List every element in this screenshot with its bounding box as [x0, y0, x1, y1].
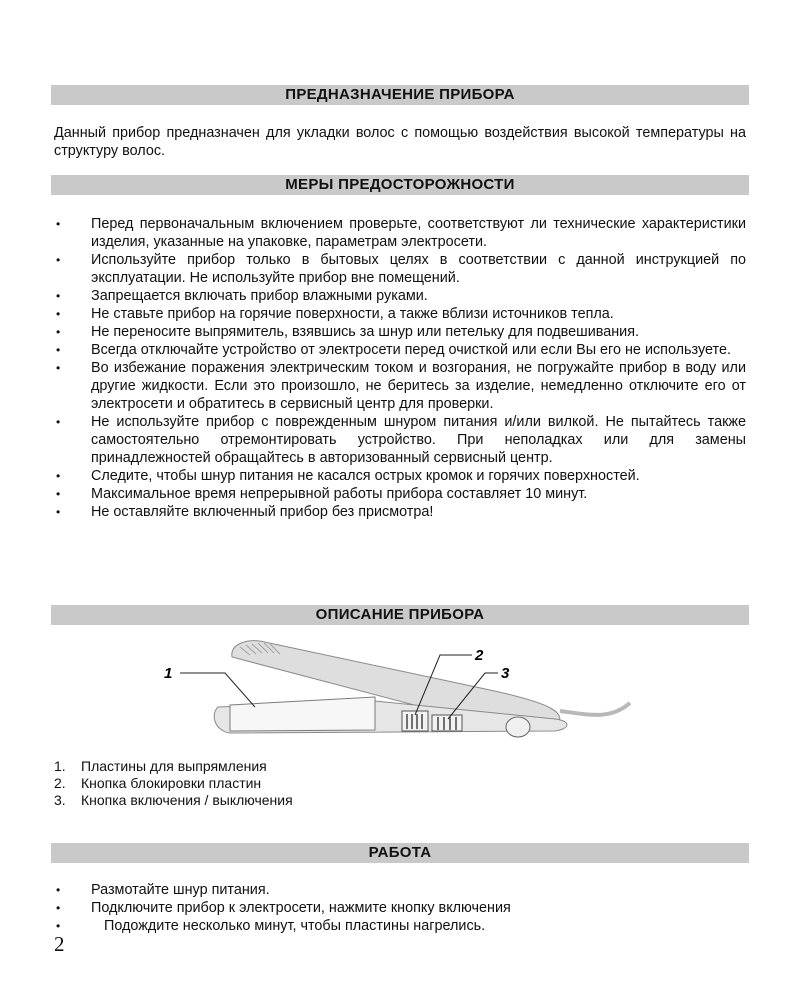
list-item: • Всегда отключайте устройство от электросети перед очисткой или если Вы его не используете. [54, 341, 746, 359]
callout-2: 2 [475, 647, 484, 664]
hair-straightener-illustration [160, 635, 640, 750]
callout-3: 3 [501, 665, 510, 682]
list-item [54, 758, 293, 775]
list-label: Кнопка блокировки пластин [81, 775, 262, 791]
list-item: • Используйте прибор только в бытовых целях в соответствии с данной инструкцией по эксплуатации. Не используйте прибор вне помещений. [54, 251, 746, 287]
operation-list [54, 881, 746, 935]
callout-1: 1 [164, 665, 173, 682]
list-item: • Размотайте шнур питания. [54, 881, 746, 899]
list-item: • Во избежание поражения электрическим током и возгорания, не погружайте прибор в воду или другие жидкости. Если это произошло, не беритесь за изделие, немедленно отключите его от электросети и обратитесь в сервисный центр для проверки. [54, 359, 746, 413]
list-item [54, 775, 293, 792]
list-item: • Запрещается включать прибор влажными руками. [54, 287, 746, 305]
list-item: • Перед первоначальным включением проверьте, соответствуют ли технические характеристики изделия, указанные на упаковке, параметрам электросети. [54, 215, 746, 251]
list-item: • Не переносите выпрямитель, взявшись за шнур или петельку для подвешивания. [54, 323, 746, 341]
list-label: Кнопка включения / выключения [81, 792, 293, 808]
list-item: • Не используйте прибор с поврежденным шнуром питания и/или вилкой. Не пытайтесь также самостоятельно отремонтировать устройство. При неполадках или для замены принадлежностей обращайтесь в авторизованный сервисный центр. [54, 413, 746, 467]
list-label: Пластины для выпрямления [81, 758, 267, 774]
section-title-purpose: ПРЕДНАЗНАЧЕНИЕ ПРИБОРА [51, 85, 749, 105]
list-item: • Не ставьте прибор на горячие поверхности, а также вблизи источников тепла. [54, 305, 746, 323]
page-number: 2 [54, 932, 65, 956]
parts-list [54, 758, 293, 809]
list-item: • Подождите несколько минут, чтобы пластины нагрелись. [54, 917, 746, 935]
purpose-text: Данный прибор предназначен для укладки волос с помощью воздействия высокой температуры на структуру волос. [54, 125, 746, 159]
list-number: 1. [54, 758, 66, 774]
list-item: • Максимальное время непрерывной работы прибора составляет 10 минут. [54, 485, 746, 503]
list-item: • Подключите прибор к электросети, нажмите кнопку включения [54, 899, 746, 917]
list-item: • Следите, чтобы шнур питания не касался острых кромок и горячих поверхностей. [54, 467, 746, 485]
list-item [54, 792, 293, 809]
list-number: 2. [54, 775, 66, 791]
section-title-description: ОПИСАНИЕ ПРИБОРА [51, 605, 749, 625]
precautions-list [54, 215, 746, 521]
section-title-operation: РАБОТА [51, 843, 749, 863]
list-number: 3. [54, 792, 66, 808]
list-item: • Не оставляйте включенный прибор без присмотра! [54, 503, 746, 521]
section-title-precautions: МЕРЫ ПРЕДОСТОРОЖНОСТИ [51, 175, 749, 195]
